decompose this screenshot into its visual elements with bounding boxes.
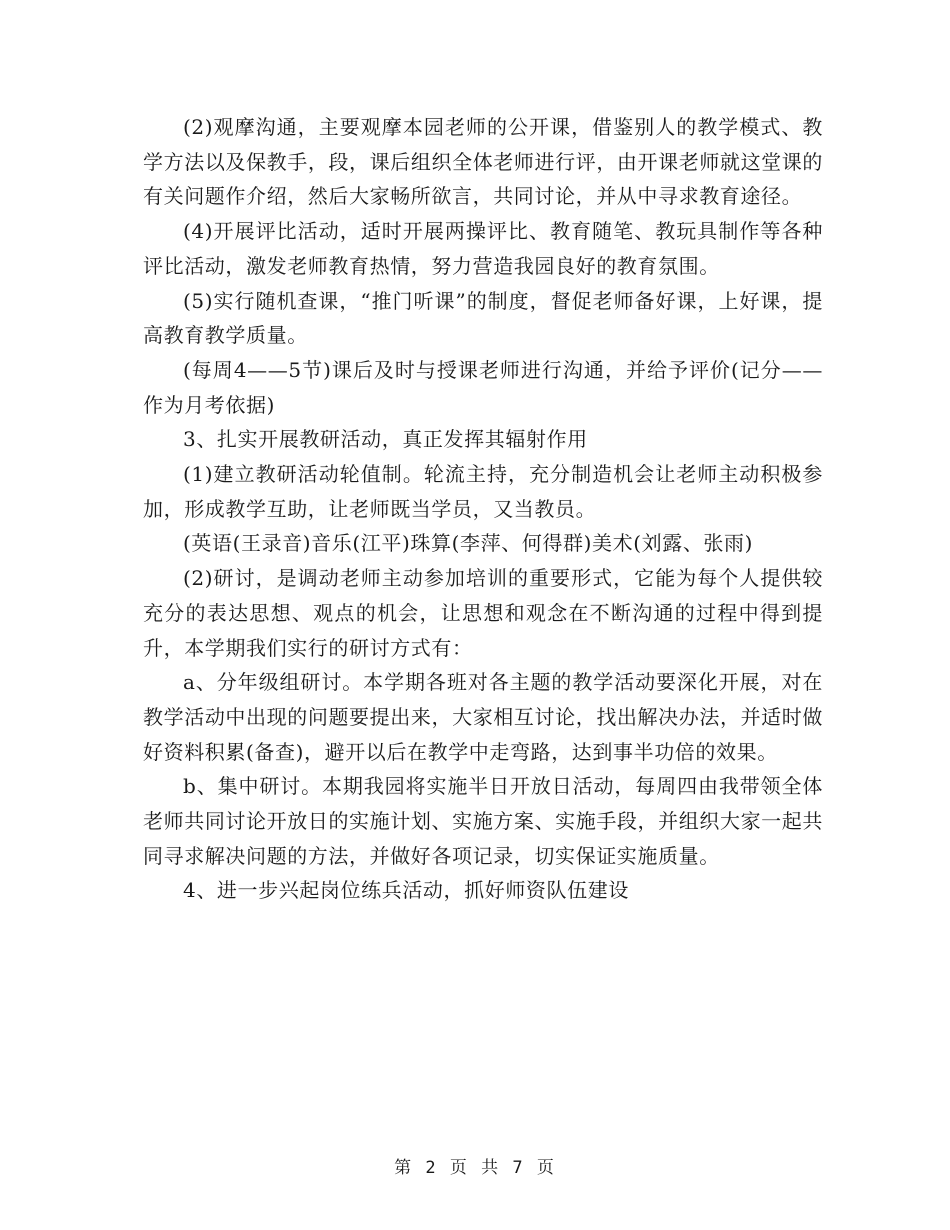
paragraph-discussion: (2)研讨，是调动老师主动参加培训的重要形式，它能为每个人提供较充分的表达思想、观点的机会，让思想和观念在不断沟通的过程中得到提升，本学期我们实行的研讨方式有： [143, 566, 823, 660]
paragraph-subject-leads: (英语(王录音)音乐(江平)珠算(李萍、何得群)美术(刘露、张雨) [183, 531, 754, 556]
paragraph-observation: (2)观摩沟通，主要观摩本园老师的公开课，借鉴别人的教学模式、教学方法以及保教手，段，课后组织全体老师进行评，由开课老师就这堂课的有关问题作介绍，然后大家畅所欲言，共同讨论，并从中寻求教育途径。 [143, 115, 823, 209]
paragraph-central-discussion: b、集中研讨。本期我园将实施半日开放日活动，每周四由我带领全体老师共同讨论开放日的实施计划、实施方案、实施手段，并组织大家一起共同寻求解决问题的方法，并做好各项记录，切实保证实施质量。 [143, 774, 823, 868]
paragraph-evaluation: (4)开展评比活动，适时开展两操评比、教育随笔、教玩具制作等各种评比活动，激发老师教育热情，努力营造我园良好的教育氛围。 [143, 219, 823, 278]
section-heading-4: 4、进一步兴起岗位练兵活动，抓好师资队伍建设 [183, 878, 629, 903]
section-heading-3: 3、扎实开展教研活动，真正发挥其辐射作用 [183, 427, 588, 452]
paragraph-grade-group-discussion: a、分年级组研讨。本学期各班对各主题的教学活动要深化开展，对在教学活动中出现的问题要提出来，大家相互讨论，找出解决办法，并适时做好资料积累(备查)，避开以后在教学中走弯路，达到事半功倍的效果。 [143, 670, 823, 764]
document-body [143, 110, 823, 908]
paragraph-random-inspection: (5)实行随机查课，“推门听课”的制度，督促老师备好课，上好课，提高教育教学质量。 [143, 288, 823, 348]
paragraph-weekly-feedback: (每周4——5节)课后及时与授课老师进行沟通，并给予评价(记分——作为月考依据) [143, 357, 823, 417]
paragraph-rotation-system: (1)建立教研活动轮值制。轮流主持，充分制造机会让老师主动积极参加，形成教学互助，让老师既当学员，又当教员。 [143, 462, 823, 521]
page-number-footer: 第 2 页 共 7 页 [394, 1158, 556, 1178]
